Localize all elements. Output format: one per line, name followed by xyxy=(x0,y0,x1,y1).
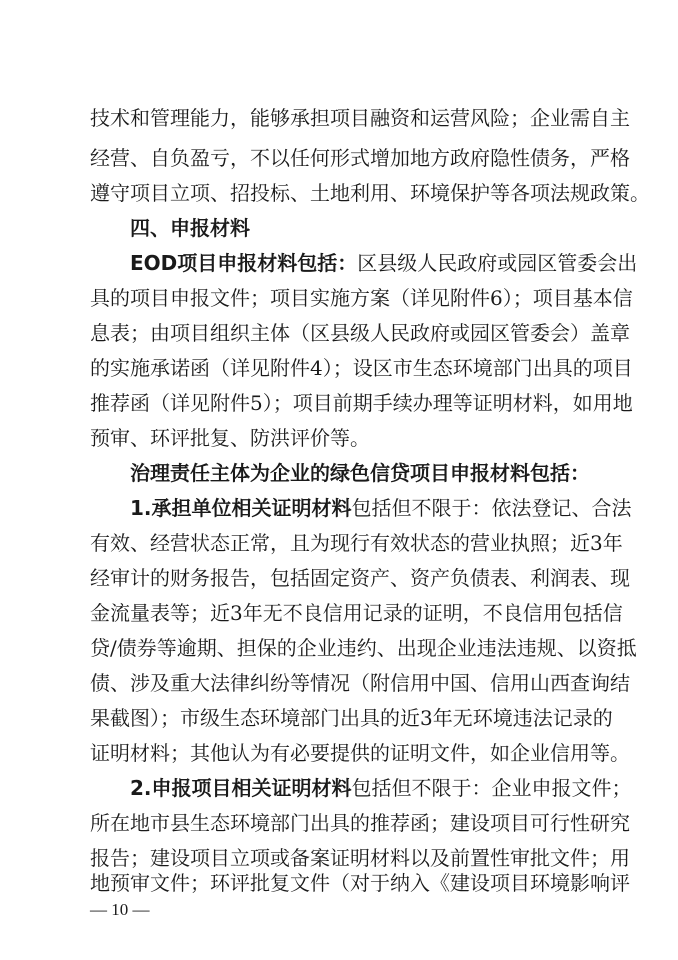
body-line: 息表；由项目组织主体（区县级人民政府或园区管委会）盖章 xyxy=(90,321,630,345)
body-line: 有效、经营状态正常，且为现行有效状态的营业执照；近3年 xyxy=(90,531,623,555)
body-line: 债、涉及重大法律纠纷等情况（附信用中国、信用山西查询结 xyxy=(90,671,630,695)
body-line: 证明材料；其他认为有必要提供的证明文件，如企业信用等。 xyxy=(90,741,630,765)
body-line: 预审、环评批复、防洪评价等。 xyxy=(90,426,370,450)
item1-label: 1.承担单位相关证明材料 xyxy=(130,496,352,520)
body-line: 经营、自负盈亏，不以任何形式增加地方政府隐性债务，严格 xyxy=(90,146,630,170)
body-line: 金流量表等；近3年无不良信用记录的证明，不良信用包括信 xyxy=(90,601,623,625)
body-line: 所在地市县生态环境部门出具的推荐函；建设项目可行性研究 xyxy=(90,811,630,835)
subsection-heading: 治理责任主体为企业的绿色信贷项目申报材料包括： xyxy=(130,461,590,485)
body-line: 报告；建设项目立项或备案证明材料以及前置性审批文件；用 xyxy=(90,846,630,870)
eod-lead-label: EOD项目申报材料包括： xyxy=(130,251,358,275)
body-line: 的实施承诺函（详见附件4）；设区市生态环境部门出具的项目 xyxy=(90,356,633,380)
body-line: 经审计的财务报告，包括固定资产、资产负债表、利润表、现 xyxy=(90,566,630,590)
body-line: 贷/债券等逾期、担保的企业违约、出现企业违法违规、以资抵 xyxy=(90,636,637,660)
item2-text: 包括但不限于：企业申报文件； xyxy=(351,776,632,800)
body-line: 具的项目申报文件；项目实施方案（详见附件6）；项目基本信 xyxy=(90,286,633,310)
body-line xyxy=(130,776,632,800)
section-heading: 四、申报材料 xyxy=(130,216,250,240)
body-line: 遵守项目立项、招投标、土地利用、环境保护等各项法规政策。 xyxy=(90,181,650,205)
body-line: 果截图）；市级生态环境部门出具的近3年无环境违法记录的 xyxy=(90,706,613,730)
page-number: — 10 — xyxy=(90,900,150,919)
body-line xyxy=(130,251,638,275)
body-line: 地预审文件；环评批复文件（对于纳入《建设项目环境影响评 xyxy=(90,871,630,895)
item1-text: 包括但不限于：依法登记、合法 xyxy=(351,496,632,520)
eod-lead-text: 区县级人民政府或园区管委会出 xyxy=(357,251,638,275)
body-line: 推荐函（详见附件5）；项目前期手续办理等证明材料，如用地 xyxy=(90,391,633,415)
body-line xyxy=(130,496,632,520)
item2-label: 2.申报项目相关证明材料 xyxy=(130,776,352,800)
body-line: 技术和管理能力，能够承担项目融资和运营风险；企业需自主 xyxy=(90,106,630,130)
